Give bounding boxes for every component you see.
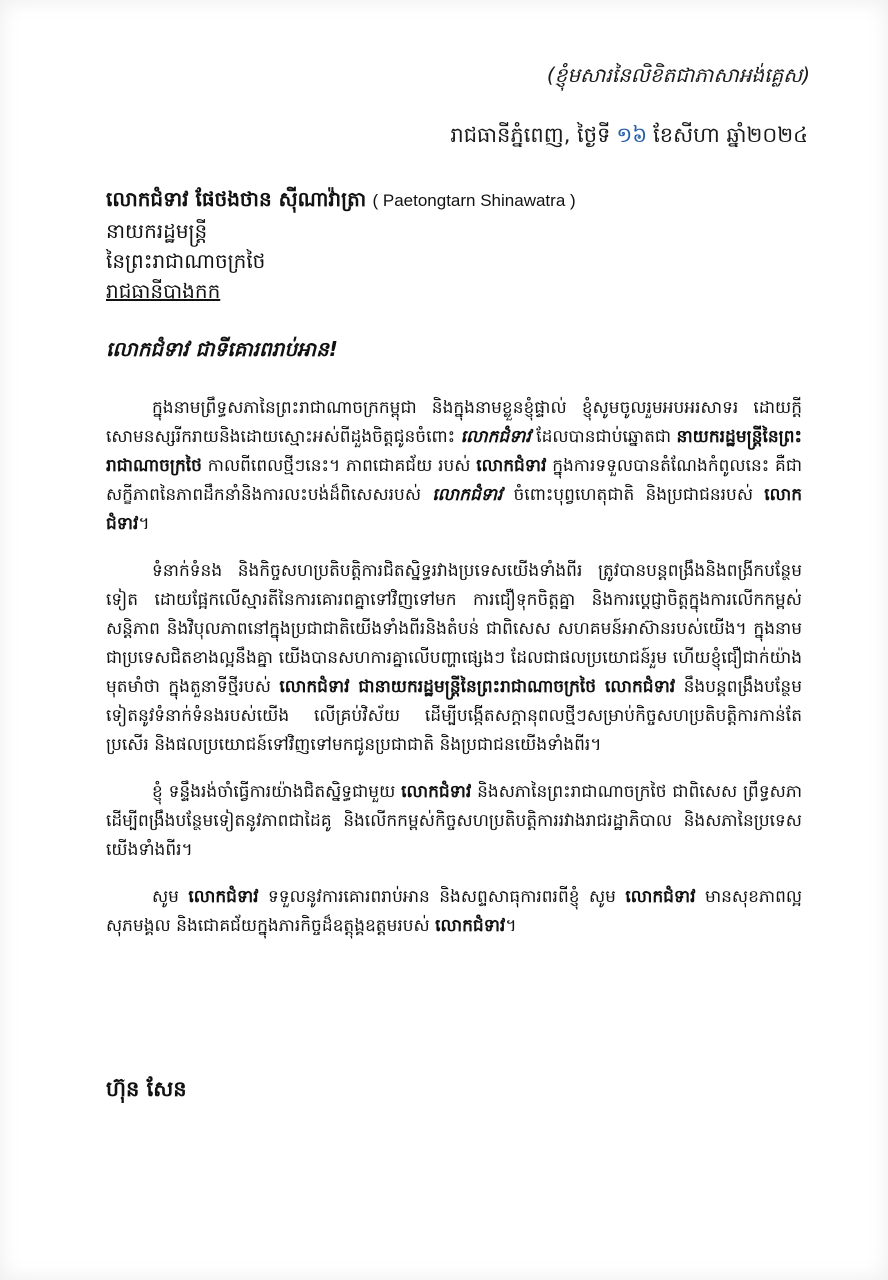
p1-text-5: ចំពោះបុព្វហេតុជាតិ និងប្រជាជនរបស់ bbox=[513, 485, 754, 505]
p4-text-2: ទទួលនូវការគោរពរាប់អាន និងសព្ទសាធុការពរពីខ្ញុំ សូម bbox=[267, 887, 616, 907]
p1-bold-3: លោកជំទាវ bbox=[476, 456, 547, 476]
recipient-position: នាយករដ្ឋមន្ត្រី bbox=[106, 219, 208, 243]
paragraph-2 bbox=[106, 557, 802, 760]
p4-text-1: សូម bbox=[152, 887, 179, 907]
p4-bold-3: លោកជំទាវ bbox=[435, 916, 506, 936]
dateline-place: រាជធានីភ្នំពេញ, ថ្ងៃទី bbox=[450, 123, 611, 147]
p3-text-1: ខ្ញុំ ទន្ទឹងរង់ចាំធ្វើការយ៉ាងជិតស្និទ្ធជាមួយ bbox=[152, 782, 396, 802]
recipient-latin-name: ( Paetongtarn Shinawatra ) bbox=[372, 191, 576, 210]
paragraph-3 bbox=[106, 778, 802, 865]
p4-text-3: មានសុខភាពល្អ សុភមង្គល និងជោគជ័យក្នុងភារកិច្ចដ៏ឧត្តុង្គឧត្តមរបស់ bbox=[106, 887, 803, 936]
recipient-name-line bbox=[106, 184, 576, 216]
p3-text-2: និងសភានៃព្រះរាជាណាចក្រថៃ ជាពិសេស ព្រឹទ្ធសភា ដើម្បីពង្រឹងបន្ថែមទៀតនូវភាពជាដៃគូ និងលើកកម្ពស់កិច្ចសហប្រតិបត្តិការរវាងរាជរដ្ឋាភិបាល និងសភានៃប្រទេសយើងទាំងពីរ។ bbox=[106, 782, 803, 860]
p1-text-2: ដែលបានជាប់ឆ្នោតជា bbox=[536, 427, 672, 447]
p1-bold-4: លោកជំទាវ bbox=[432, 485, 503, 505]
p1-bold-5: លោកជំទាវ bbox=[106, 485, 802, 534]
p1-text-4: ក្នុងការទទួលបានតំណែងកំពូលនេះ គឺជាសក្ខីភាពនៃភាពដឹកនាំនិងការលះបង់ដ៏ពិសេសរបស់ bbox=[106, 456, 803, 505]
paragraph-4 bbox=[106, 883, 802, 941]
p1-text-1: ក្នុងនាមព្រឹទ្ធសភានៃព្រះរាជាណាចក្រកម្ពុជា និងក្នុងនាមខ្លួនខ្ញុំផ្ទាល់ ខ្ញុំសូមចូលរួមអបអរសាទរ ដោយក្ដីសោមនស្សរីករាយនិងដោយស្មោះអស់ពីដួងចិត្តជូនចំពោះ bbox=[106, 398, 802, 447]
p1-text-6: ។ bbox=[138, 514, 150, 534]
p4-text-4: ។ bbox=[505, 916, 517, 936]
p1-bold-1: លោកជំទាវ bbox=[460, 427, 531, 447]
recipient-name: លោកជំទាវ ផែថងថាន ស៊ីណាវ៉ាត្រា bbox=[106, 187, 367, 211]
letter-body bbox=[106, 394, 802, 959]
p1-bold-2: នាយករដ្ឋមន្ត្រីនៃព្រះរាជាណាចក្រថៃ bbox=[106, 427, 803, 476]
p4-bold-1: លោកជំទាវ bbox=[188, 887, 259, 907]
recipient-city: រាជធានីបាងកក bbox=[106, 279, 221, 303]
recipient-block bbox=[106, 184, 576, 306]
dateline bbox=[450, 122, 808, 153]
p2-text-1: ទំនាក់ទំនង និងកិច្ចសហប្រតិបត្តិការជិតស្និទ្ធរវាងប្រទេសយើងទាំងពីរ ត្រូវបានបន្តពង្រឹងនិងពង្រីកបន្ថែមទៀត ដោយផ្អែកលើស្មារតីនៃការគោរពគ្នាទៅវិញទៅមក ការជឿទុកចិត្តគ្នា និងការប្ដេជ្ញាចិត្តក្នុងការលើកកម្ពស់សន្តិភាព និងវិបុលភាពនៅក្នុងប្រជាជាតិយើងទាំងពីរនិងតំបន់ ជាពិសេស សហគមន៍អាស៊ានរបស់យើង។ ក្នុងនាមជាប្រទេសជិតខាងល្អនឹងគ្នា យើងបានសហការគ្នាលើបញ្ហាផ្សេងៗ ដែលជាផលប្រយោជន៍រួម ហើយខ្ញុំជឿជាក់យ៉ាងមុតមាំថា ក្នុងតួនាទីថ្មីរបស់ bbox=[106, 561, 802, 697]
p4-bold-2: លោកជំទាវ bbox=[625, 887, 696, 907]
p2-text-2: នឹងបន្តពង្រឹងបន្ថែមទៀតនូវទំនាក់ទំនងរបស់យើង លើគ្រប់វិស័យ ដើម្បីបង្កើតសក្ដានុពលថ្មីៗសម្រាប់កិច្ចសហប្រតិបត្តិការកាន់តែប្រសើរ និងផលប្រយោជន៍ទៅវិញទៅមកជូនប្រជាជាតិ និងប្រជាជនយើងទាំងពីរ។ bbox=[106, 677, 802, 755]
p3-bold-1: លោកជំទាវ bbox=[401, 782, 472, 802]
p1-text-3: កាលពីពេលថ្មីៗនេះ។ ភាពជោគជ័យ របស់ bbox=[207, 456, 471, 476]
dateline-day: ១៦ bbox=[616, 123, 648, 147]
paragraph-1 bbox=[106, 394, 802, 539]
p2-bold-1: លោកជំទាវ ជានាយករដ្ឋមន្ត្រីនៃព្រះរាជាណាចក្រថៃ លោកជំទាវ bbox=[279, 677, 676, 697]
salutation: លោកជំទាវ ជាទីគោរពរាប់អាន! bbox=[106, 337, 338, 361]
signature-name: ហ៊ុន សែន bbox=[106, 1077, 187, 1101]
dateline-month-year: ខែសីហា ឆ្នាំ២០២៤ bbox=[653, 123, 808, 147]
recipient-kingdom: នៃព្រះរាជាណាចក្រថៃ bbox=[106, 249, 266, 273]
translation-note: (ខ្ញុំមសារនៃលិខិតជាភាសាអង់គ្លេស) bbox=[546, 63, 810, 87]
